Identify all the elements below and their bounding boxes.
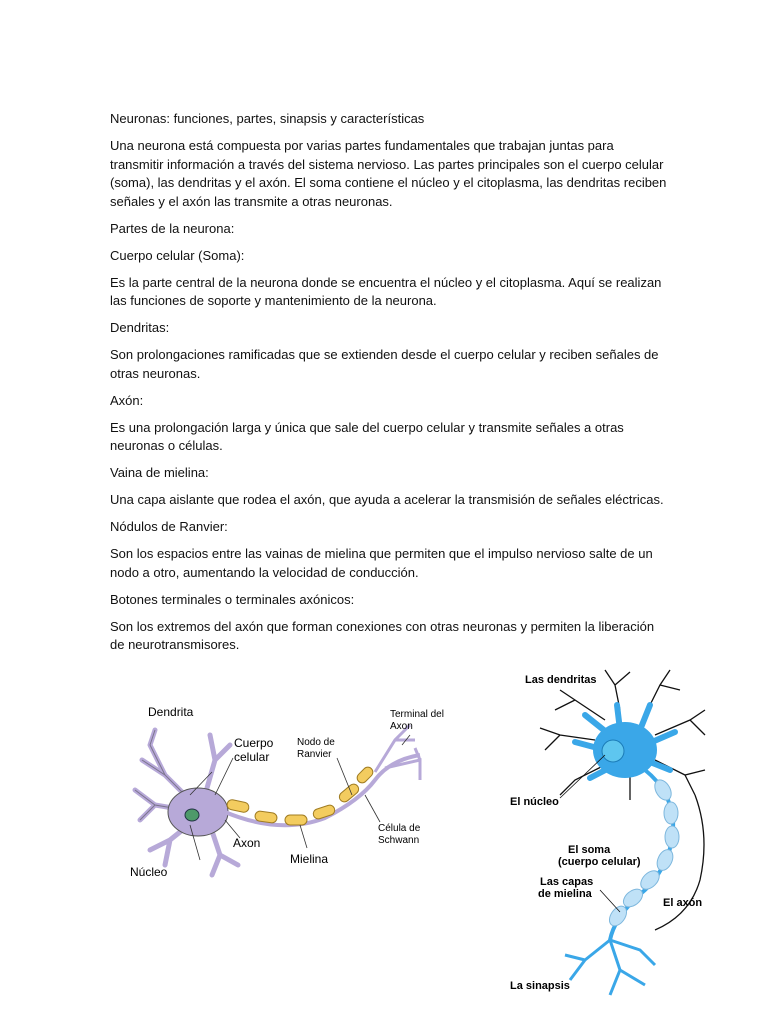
label-dendritas: Las dendritas bbox=[525, 674, 597, 686]
label-capas-2: de mielina bbox=[538, 888, 592, 900]
section-heading: Vaina de mielina: bbox=[110, 465, 209, 480]
section-heading: Botones terminales o terminales axónicos: bbox=[110, 591, 355, 607]
section-text: Una capa aislante que rodea el axón, que ayuda a acelerar la transmisión de señales eléctricas. bbox=[110, 492, 664, 507]
label-terminal-2: Axon bbox=[390, 721, 413, 732]
section-text: Son los extremos del axón que forman conexiones con otras neuronas y permiten la liberación de neurotransmisores. bbox=[110, 618, 655, 652]
label-axon: Axon bbox=[233, 836, 261, 850]
label-nodo-2: Ranvier bbox=[297, 749, 332, 760]
label-celula-1: Célula de bbox=[378, 823, 421, 834]
label-cuerpo-2: celular bbox=[234, 750, 270, 764]
section-text: Son prolongaciones ramificadas que se extienden desde el cuerpo celular y reciben señales de otras neuronas. bbox=[110, 347, 659, 381]
label-dendrita: Dendrita bbox=[148, 705, 194, 719]
intro-paragraph: Una neurona está compuesta por varias partes fundamentales que trabajan juntas para transmitir información a través del sistema nervioso. Las partes principales son el cuerpo celular (soma), las dendritas y el axón. El soma contiene el núcleo y el citoplasma, las dendritas reciben señales y el axón las transmite a otras neuronas. bbox=[110, 138, 667, 209]
label-axon-right: El axón bbox=[663, 897, 703, 909]
label-soma-2: (cuerpo celular) bbox=[558, 856, 641, 868]
label-mielina: Mielina bbox=[290, 852, 329, 866]
document-title: Neuronas: funciones, partes, sinapsis y características bbox=[110, 111, 425, 126]
neuron-diagram-left bbox=[120, 700, 465, 885]
section-text: Son los espacios entre las vainas de mielina que permiten que el impulso nervioso salte de un nodo a otro, aumentando la velocidad de conducción. bbox=[110, 546, 653, 580]
label-terminal-1: Terminal del bbox=[390, 709, 444, 720]
parts-heading: Partes de la neurona: bbox=[110, 220, 235, 236]
label-celula-2: Schwann bbox=[378, 835, 420, 846]
neuron-diagram-right bbox=[505, 660, 715, 1005]
section-text: Es la parte central de la neurona donde se encuentra el núcleo y el citoplasma. Aquí se realizan las funciones de soporte y mantenimiento de la neurona. bbox=[110, 274, 662, 308]
section-heading: Dendritas: bbox=[110, 320, 170, 335]
label-nucleo: El núcleo bbox=[510, 796, 559, 808]
label-nodo-1: Nodo de bbox=[297, 737, 335, 748]
label-sinapsis: La sinapsis bbox=[510, 980, 570, 992]
label-soma-1: El soma bbox=[568, 844, 611, 856]
section-heading: Nódulos de Ranvier: bbox=[110, 519, 228, 534]
nucleus-circle bbox=[602, 740, 624, 762]
label-cuerpo-1: Cuerpo bbox=[234, 736, 274, 750]
document-body bbox=[110, 110, 670, 663]
myelin-sheaths bbox=[226, 765, 375, 825]
section-heading: Axón: bbox=[110, 392, 144, 408]
section-text: Es una prolongación larga y única que sale del cuerpo celular y transmite señales a otras neuronas o células. bbox=[110, 419, 624, 453]
label-nucleo: Núcleo bbox=[130, 865, 168, 879]
neuron-illustration-left bbox=[120, 700, 465, 885]
neuron-illustration-right bbox=[505, 660, 715, 1005]
section-heading: Cuerpo celular (Soma): bbox=[110, 247, 245, 263]
nucleus-shape bbox=[185, 809, 199, 821]
synapse-branches bbox=[565, 940, 655, 995]
label-capas-1: Las capas bbox=[540, 876, 594, 888]
